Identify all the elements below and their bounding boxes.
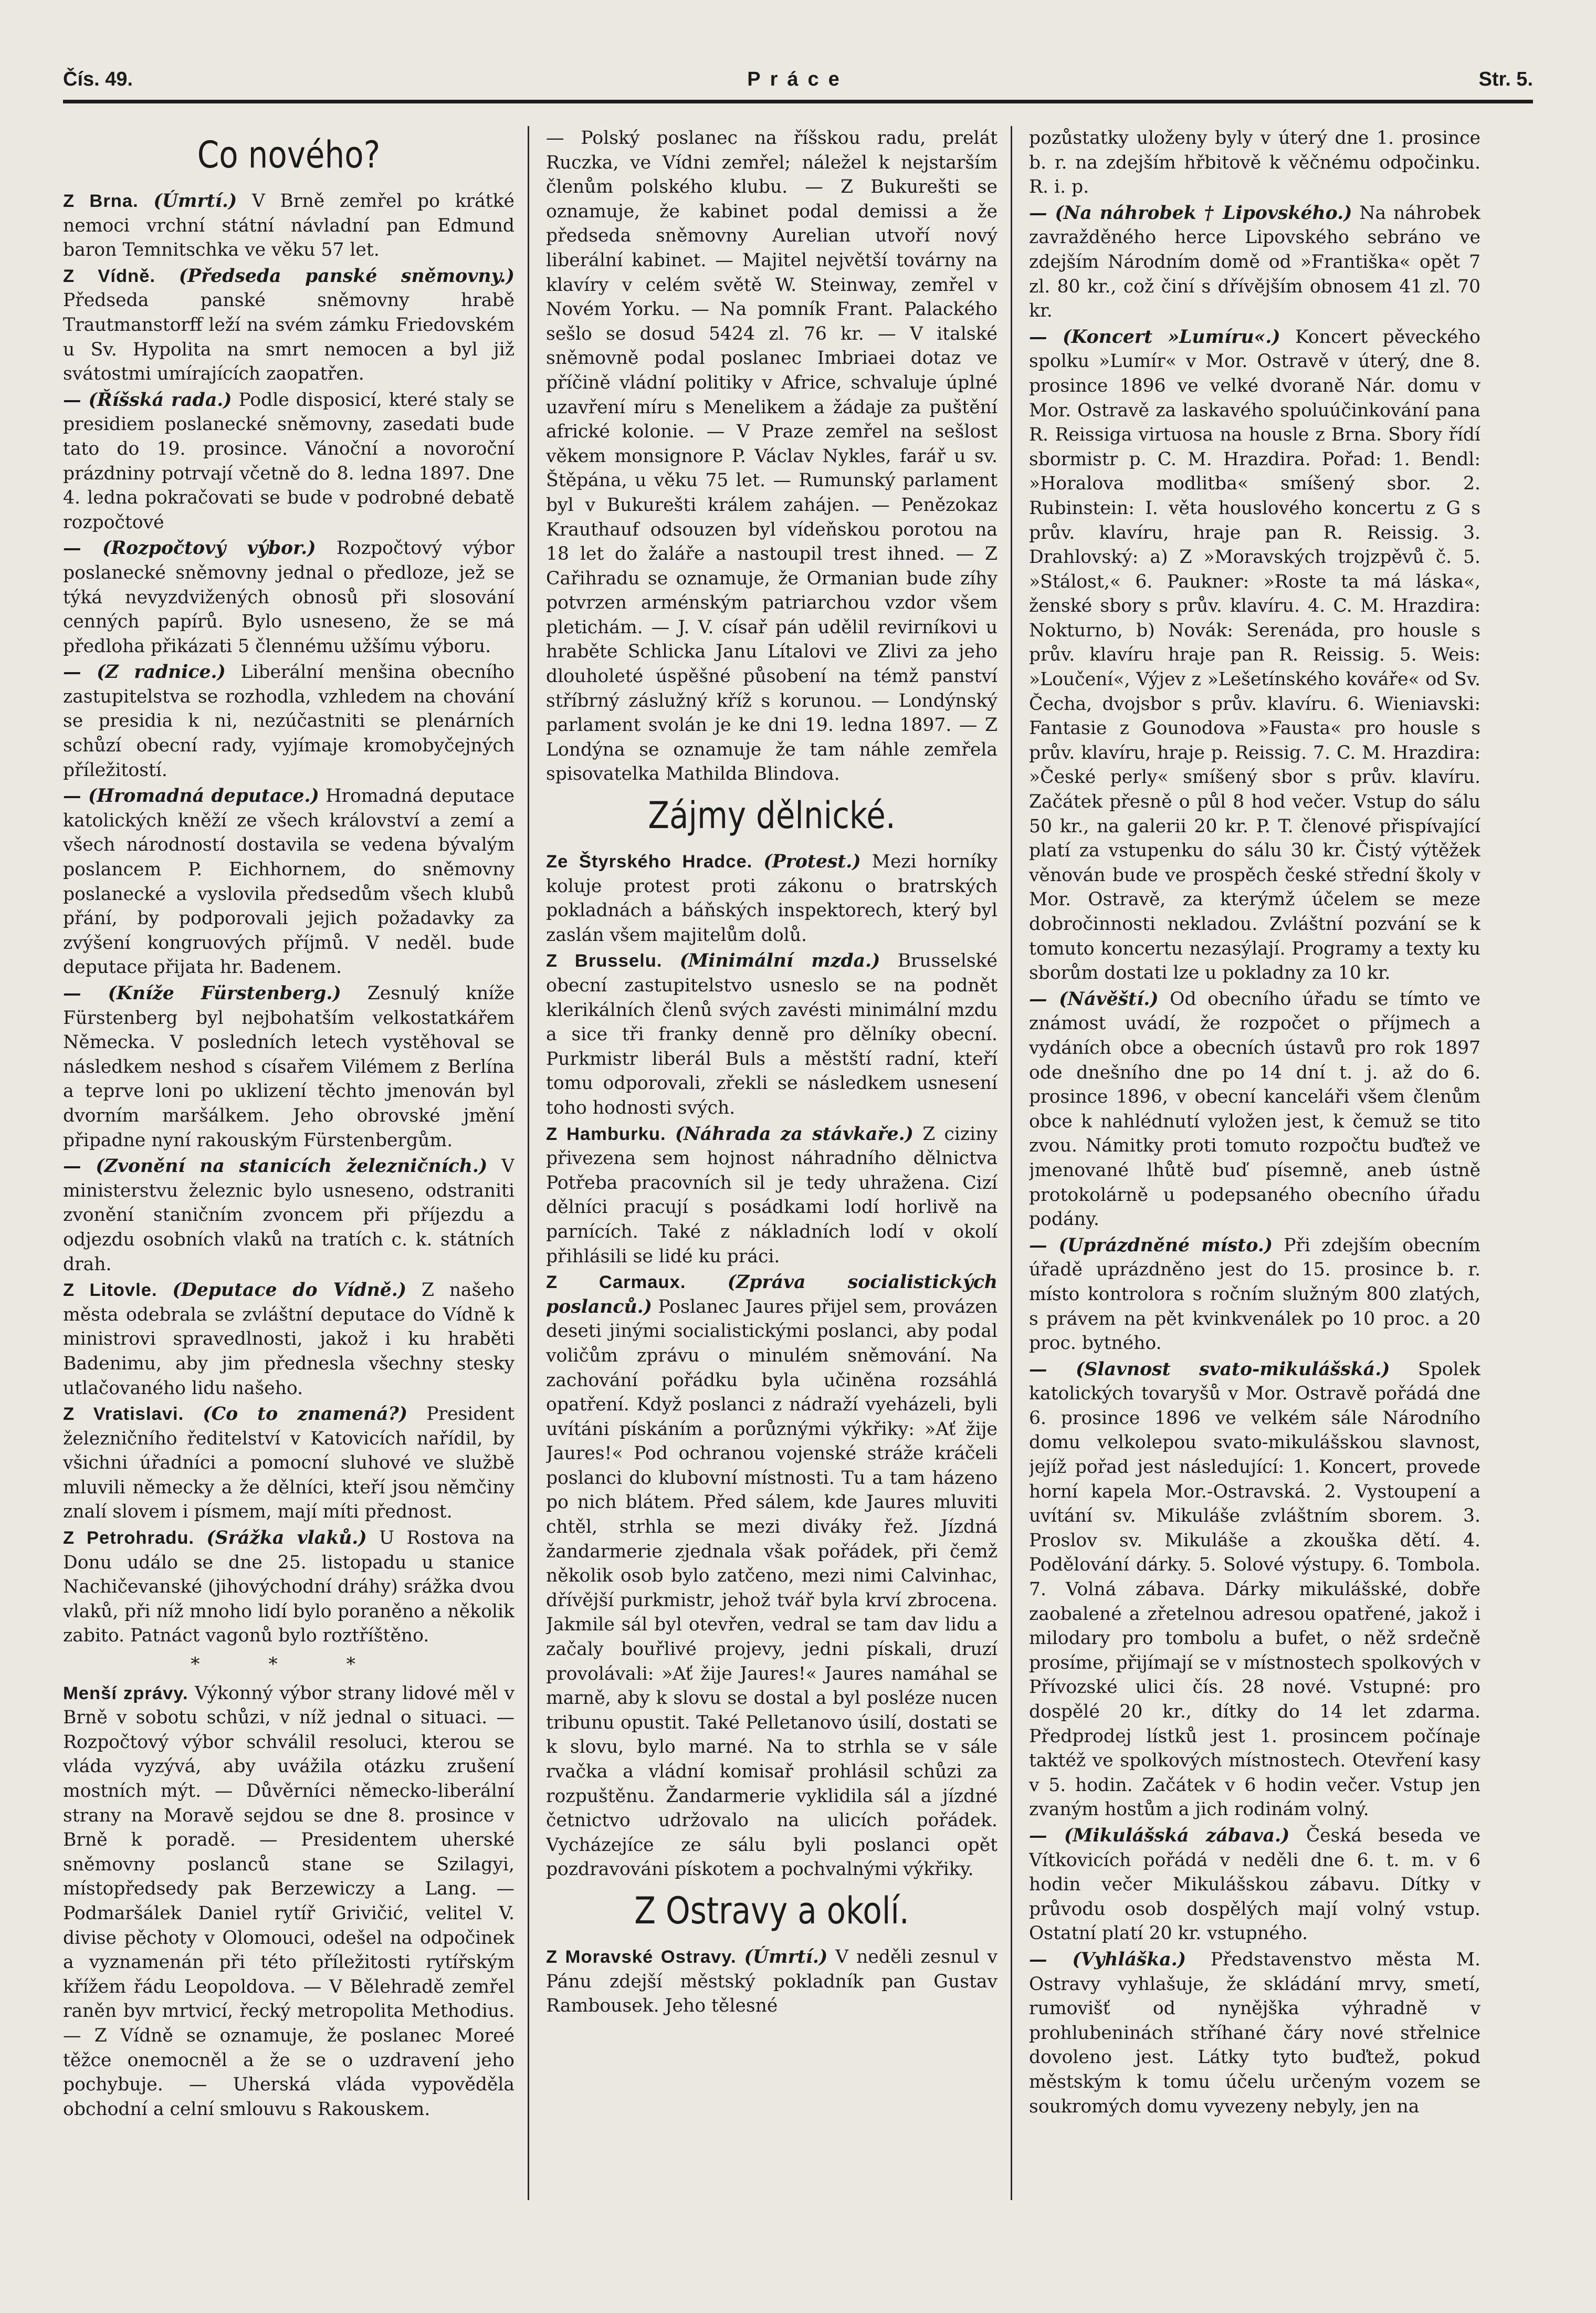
article: Z Vídně. (Předseda panské sněmovny.) Předseda panské sněmovny hrabě Trautmanstorff leží na svém zámku Friedovském u Sv. Hypolita na smrt nemocen a byl již svátostmi umírajících zaopatřen. [63,265,514,385]
article: — Polský poslanec na říšskou radu, prelát Ruczka, ve Vídni zemřel; náležel k nejstarším členům polského klubu. — Z Bukurešti se oznamuje, že kabinet podal demissi a že předseda sněmovny Aurelian utvoří nový liberální kabinet. — Majitel největší továrny na klavíry v celém světě W. Steinway, zemřel v Novém Yorku. — Na pomník Frant. Palackého sešlo se dosud 5424 zl. 76 kr. — V italské sněmovně podal poslanec Imbriaei dotaz ve příčině vládní politiky v Africe, schvaluje úplné uzavření míru s Menelikem a žádaje za puštění africké kolonie. — V Praze zemřel na sešlost věkem monsignore P. Václav Nykles, farář u sv. Štěpána, u věku 75 let. — Rumunský parlament byl v Bukurešti králem zahájen. — Penězokaz Krauthauf odsouzen byl vídeňskou porotou na 18 let do žaláře a nastoupil trest ihned. — Z Cařihradu se oznamuje, že Ormanian bude zíhy potvrzen arménským patriarchou vzdor všem pletichám. — J. V. císař pán udělil revirníkovi u hraběte Schlicka Janu Lítalovi ve Zlivi za jeho dlouholeté úspěšné působení na témž panství stříbrný záslužný kříž s korunou. — Londýnský parlament svolán je ke dni 19. ledna 1897. — Z Londýna se oznamuje že tam náhle zemřela spisovatelka Mathilda Blindova. [546,128,998,785]
article: — (Návěští.) Od obecního úřadu se tímto ve známost uvádí, že rozpočet o příjmech a vydáních obce a obecních ústavů pro rok 1897 ode dnešního dne po 14 dní t. j. až do 6. prosince 1896, v obecní kanceláři všem členům obce k nahlédnutí vyložen jest, k čemuž se tito zvou. Námitky proti tomuto rozpočtu buďtež ve jmenované lhůtě buď písemně, aneb ústně protokolárně u podepsaného obecního úřadu podány. [1029,988,1480,1230]
column-1 [63,126,514,2247]
article: — (Uprázdněné místo.) Při zdejším obecním úřadě uprázdněno jest do 15. prosince b. r. místo kontrolora s ročním služným 800 zlatých, s právem na pět kvinkvenálek po 10 proc. a 20 proc. bytného. [1029,1234,1480,1354]
article: — (Mikulášská zábava.) Česká beseda ve Vítkovicích pořádá v neděli dne 6. t. m. v 6 hodin večer Mikulášskou zábavu. Dítky v průvodu osob dospělých mají volný vstup. Ostatní platí 20 kr. vstupného. [1029,1825,1480,1944]
article: Z Vratislavi. (Co to znamená?) President železničního ředitelství v Katovicích nařídil, by všichni úřadníci a pomocní sluhové ve službě mluvili německy a že dělníci, kteří jsou němčiny znalí slovem i písmem, mají míti přednost. [63,1404,514,1523]
article: pozůstatky uloženy byly v úterý dne 1. prosince b. r. na zdejším hřbitově k věčnému odpočinku. R. i. p. [1029,128,1480,198]
article: Z Brusselu. (Minimální mzda.) Brusselské obecní zastupitelstvo usneslo se na podnět klerikálních členů svých zavésti minimální mzdu a sice tři franky denně pro dělníky obecní. Purkmistr liberál Buls a městští radní, kteří tomu odporovali, zřekli se následkem usnesení toho hodnosti svých. [546,950,998,1118]
article: — (Zvonění na stanicích železničních.) V ministerstvu železnic bylo usneseno, odstraniti zvonění staničním zvoncem při příjezdu a odjezdu osobních vlaků na tratích c. k. státních drah. [63,1156,514,1275]
article: Z Litovle. (Deputace do Vídně.) Z našeho města odebrala se zvláštní deputace do Vídně k ministrovi spravedlnosti, jakož i ku hraběti Badenimu, aby jim přednesla všechny stesky utlačovaného lidu našeho. [63,1280,514,1399]
article: — (Říšská rada.) Podle disposicí, které staly se presidiem poslanecké sněmovny, zasedati bude tato do 19. prosince. Vánoční a novoroční prázdniny potrvají včetně do 8. ledna 1897. Dne 4. ledna pokračovati se bude v podrobné debatě rozpočtové [63,389,514,533]
article: Z Brna. (Úmrtí.) V Brně zemřel po krátké nemoci vrchní státní návladní pan Edmund baron Temnitschka ve věku 57 let. [63,191,514,261]
separator-asterisks: * * * [191,1654,387,1676]
article: — (Koncert »Lumíru«.) Koncert pěveckého spolku »Lumír« v Mor. Ostravě v úterý, dne 8. prosince 1896 ve velké dvoraně Nár. domu v Mor. Ostravě za laskavého spoluúčinkování pana R. Reissiga virtuosa na housle z Brna. Sbory řídí sbormistr p. C. M. Hrazdira. Pořad: 1. Bendl: »Horalova modlitba« smíšený sbor. 2. Rubinstein: I. věta houslového koncertu z G s prův. klavíru, hraje pan R. Reissig. 3. Drahlovský: a) Z »Moravských trojzpěvů č. 5. »Stálost,« 6. Paukner: »Roste ta má láska«, ženské sbory s prův. klavíru. 4. C. M. Hrazdira: Nokturno, b) Novák: Serenáda, pro housle s prův. klavíru hraje pan R. Reissig. 5. Weis: »Loučení«, Výjev z »Lešetínského kováře« od Sv. Čecha, dvojsbor s prův. klavíru. 6. Wieniavski: Fantasie z Gounodova »Fausta« pro housle s prův. klavíru, hraje p. Reissig. 7. C. M. Hrazdira: »České perly« smíšený sbor s prův. klavíru. Začátek přesně o půl 8 hod večer. Vstup do sálu 50 kr., na galerii 20 kr. P. T. členové přispívající platí za vstupenku do sálu 30 kr. Čistý výtěžek věnován bude ve prospěch české střední školy v Mor. Ostravě, za kterýmž účelem se meze dobročinnosti nekladou. Zvláštní pozvání se k tomuto koncertu nezasýlají. Programy a texty ku sborům dostati lze u pokladny za 10 kr. [1029,326,1480,984]
section-heading-ostrava: Z Ostravy a okolí. [634,1889,909,1932]
article: — (Rozpočtový výbor.) Rozpočtový výbor poslanecké sněmovny jednal o předloze, jež se týká nevyzdvižených obnosů při slosování cenných papírů. Bylo usneseno, že se má předloha přikázati 5 člennému užšímu výboru. [63,538,514,657]
header-rule [63,100,1533,103]
section-heading-labor: Zájmy dělnické. [648,794,896,838]
article: Ze Štyrského Hradce. (Protest.) Mezi horníky koluje protest proti zákonu o bratrských pokladnách a báňských inspektorech, který byl zaslán všem majitelům dolů. [546,851,998,946]
article: Z Carmaux. (Zpráva socialistických poslanců.) Poslanec Jaures přijel sem, provázen deseti jinými socialistickými poslanci, aby podal voličům zprávu o minulém sněmování. Na zachování pořádku byla učiněna rozsáhlá opatření. Když poslanci z nádraží vyeházeli, byli uvítáni pískáním a porůznými výkřiky: »Ať žije Jaures!« Pod ochranou vojenské stráže kráčeli poslanci do klubovní místnosti. Tu a tam házeno po nich blátem. Před sálem, kde Jaures mluviti chtěl, strhla se mezi diváky řež. Jízdná žandarmerie zjednala však pořádek, při čemž několik osob bylo zatčeno, mezi nimi Calvinhac, dřívější purkmistr, jehož tvář byla krví zbrocena. Jakmile sál byl otevřen, vedral se tam dav lidu a začaly bouřlivé projevy, jedni pískali, druzí provolávali: »Ať žije Jaures!« Jaures namáhal se marně, aby k slovu se dostal a byl posléze nucen tribunu opustit. Také Pelletanovo úsilí, dostati se k slovu, bylo marné. Na to strhla se v sále rvačka a vládní komisař prohlásil schůzi za rozpuštěnu. Žandarmerie vyklidila sál a jízdné četnictvo udržovalo na ulicích pořádek. Vycházejíce ze sálu byli poslanci opět pozdravováni pískotem a pochvalnými výkřiky. [546,1272,998,1880]
column-divider [528,126,529,2200]
column-divider [1011,126,1012,2200]
page-number: Str. 5. [1478,68,1533,90]
article: Z Moravské Ostravy. (Úmrtí.) V neděli zesnul v Pánu zdejší městský pokladník pan Gustav Rambousek. Jeho tělesné [546,1946,998,2017]
article: — (Hromadná deputace.) Hromadná deputace katolických kněží ze všech království a zemí a všech národností dostavila se vedena bývalým poslancem P. Eichhornem, do sněmovny poslanecké a vyslovila předsedům všech klubů přání, by podporovali jejich požadavky za zvýšení kongruových příjmů. V neděl. bude deputace přijata hr. Badenem. [63,786,514,978]
article: Z Hamburku. (Náhrada za stávkaře.) Z ciziny přivezena sem hojnost náhradního dělnictva Potřeba pracovních sil je tedy uhražena. Cizí dělníci pracují s posádkami lodí horlivě na parnících. Také z nákladních lodí v okolí přihlásili se lidé ku práci. [546,1123,998,1267]
issue-number: Čís. 49. [63,68,133,90]
article: Z Petrohradu. (Srážka vlaků.) U Rostova na Donu událo se dne 25. listopadu u stanice Nachičevanské (jihovýchodní dráhy) srážka dvou vlaků, při níž mnoho lidí bylo poraněno a několik zabito. Patnáct vagonů bylo roztříštěno. [63,1527,514,1647]
article: — (Vyhláška.) Představenstvo města M. Ostravy vyhlašuje, že skládání mrvy, smetí, rumovišť od nynějška výhradně v prohlubeninách stříhané čáry nové střelnice dovoleno jest. Látky tyto buďtež, pokud městským k tomu účelu určeným vozem se soukromých domu vyvezeny nebyly, jen na [1029,1949,1480,2117]
masthead-title: Práce [747,68,849,90]
article: — (Kníže Fürstenberg.) Zesnulý kníže Fürstenberg byl nejbohatším velkostatkářem Německa. V posledních letech vystěhoval se následkem neshod s císařem Vilémem z Berlína a teprve loni po uklizení těchto jmenován byl dvorním maršálkem. Jeho obrovské jmění připadne nyní rakouským Fürstenbergům. [63,983,514,1151]
article: — (Slavnost svato-mikulášská.) Spolek katolických tovaryšů v Mor. Ostravě pořádá dne 6. prosince 1896 ve velkém sále Národního domu velkolepou svato-mikulášskou slavnost, jejíž pořad jest následující: 1. Koncert, provede horní kapela Mor.-Ostravská. 2. Vystoupení a uvítání sv. Mikuláše zvláštním sborem. 3. Proslov sv. Mikuláše a zkouška dětí. 4. Podělování dárky. 5. Solové výstupy. 6. Tombola. 7. Volná zábava. Dárky mikulášské, dobře zaobalené a zřetelnou adresou opatřené, jakož i milodary pro tombolu a bufet, o něž srdečně prosíme, přijímají se v místnostech spolkových v Přívozské ulici čís. 28 nové. Vstupné: pro dospělé 20 kr., dítky do 14 let zdarma. Předprodej lístků jest 1. prosincem počínaje taktéž ve spolkových místnostech. Otevření kasy v 5. hodin. Začátek v 6 hodin večer. Vstup jen zvaným hostům a jich rodinám volný. [1029,1358,1480,1820]
article: — (Z radnice.) Liberální menšina obecního zastupitelstva se rozhodla, vzhledem na chování se presidia k ni, nezúčastniti se plenárních schůzí obecní rady, vyjímaje kromobyčejných příležitostí. [63,662,514,781]
section-heading-news: Co nového? [197,133,381,176]
article: Menší zprávy. Výkonný výbor strany lidové měl v Brně v sobotu schůzi, v níž jednal o situaci. — Rozpočtový výbor schválil resoluci, kterou se vláda vyzývá, aby uvážila otázku zrušení mostních mýt. — Důvěrníci německo-liberální strany na Moravě sejdou se dne 8. prosince v Brně k poradě. — Presidentem uherské sněmovny poslanců stane se Szilagyi, místopředsedy pak Berzewiczy a Lang. — Podmaršálek Daniel rytíř Grivičić, velitel V. divise pěchoty v Olomouci, odešel na odpočinek a vyznamenán při této příležitosti rytířským křížem řádu Leopoldova. — V Bělehradě zemřel raněn byv mrtvicí, řecký metropolita Methodius. — Z Vídně se oznamuje, že poslanec Moreé těžce onemocněl a že se o uzdravení jeho pochybuje. — Uherská vláda vypověděla obchodní a celní smlouvu s Rakouskem. [63,1682,514,2120]
article: — (Na náhrobek † Lipovského.) Na náhrobek zavražděného herce Lipovského sebráno ve zdejším Národním domě od »Františka« opět 7 zl. 80 kr., což činí s dřívějším obnosem 41 zl. 70 kr. [1029,202,1480,322]
column-3 [1029,126,1480,2247]
column-2 [546,126,998,2247]
